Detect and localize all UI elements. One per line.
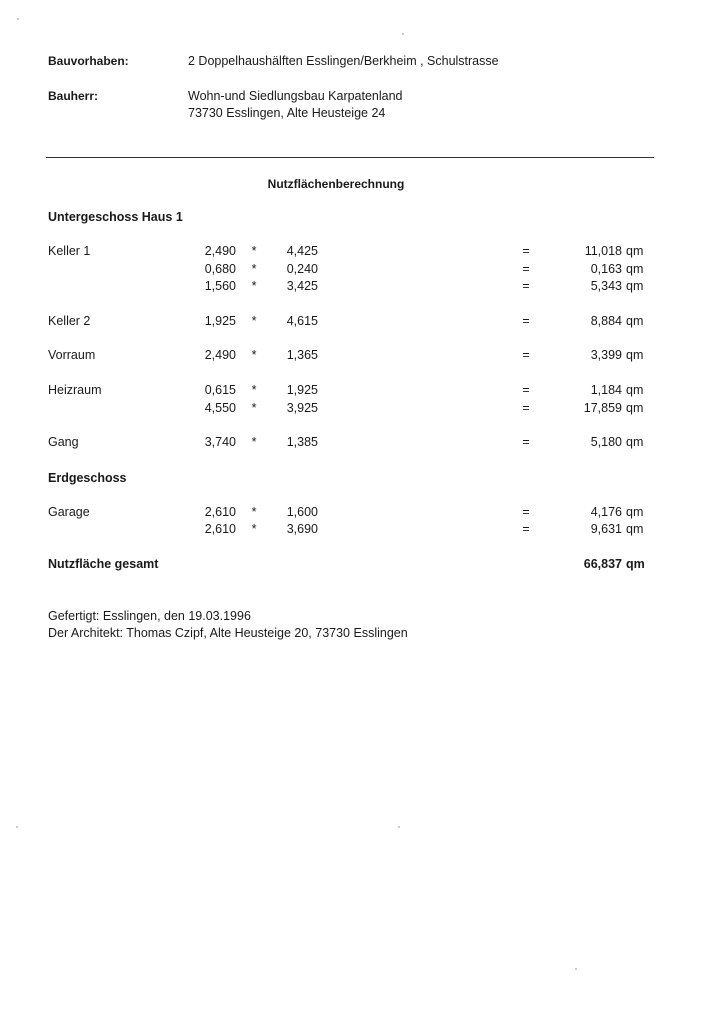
- row-unit: qm: [626, 383, 644, 397]
- row-factor-b: 4,615: [286, 314, 318, 328]
- row-factor-a: 1,560: [204, 279, 236, 293]
- row-unit: qm: [626, 435, 644, 449]
- row-factor-a: 0,615: [204, 383, 236, 397]
- row-result: 0,163: [590, 262, 622, 276]
- row-multiply-sign: *: [251, 262, 257, 276]
- row-factor-b: 3,690: [286, 522, 318, 536]
- row-unit: qm: [626, 262, 644, 276]
- row-multiply-sign: *: [251, 348, 257, 362]
- row-label: Keller 2: [48, 314, 91, 328]
- calc-row: [0, 244, 718, 261]
- calc-row: [0, 435, 718, 452]
- row-unit: qm: [626, 401, 644, 415]
- row-result: 4,176: [590, 505, 622, 519]
- row-equals-sign: =: [522, 314, 530, 328]
- row-equals-sign: =: [522, 244, 530, 258]
- row-multiply-sign: *: [251, 383, 257, 397]
- row-unit: qm: [626, 314, 644, 328]
- row-multiply-sign: *: [251, 279, 257, 293]
- scan-speck: [16, 826, 18, 828]
- bauvorhaben-label: Bauvorhaben:: [48, 54, 129, 68]
- row-equals-sign: =: [522, 279, 530, 293]
- row-result: 5,343: [590, 279, 622, 293]
- row-result: 8,884: [590, 314, 622, 328]
- row-unit: qm: [626, 522, 644, 536]
- calc-row: [0, 522, 718, 539]
- row-factor-a: 1,925: [204, 314, 236, 328]
- document-title: Nutzflächenberechnung: [267, 177, 405, 191]
- row-result: 1,184: [590, 383, 622, 397]
- row-multiply-sign: *: [251, 505, 257, 519]
- row-factor-b: 3,425: [286, 279, 318, 293]
- calc-row: [0, 348, 718, 365]
- row-factor-a: 3,740: [204, 435, 236, 449]
- bauherr-label: Bauherr:: [48, 89, 99, 103]
- row-factor-b: 1,365: [286, 348, 318, 362]
- row-label: Garage: [48, 505, 90, 519]
- row-factor-b: 1,385: [286, 435, 318, 449]
- row-label: Heizraum: [48, 383, 102, 397]
- row-equals-sign: =: [522, 348, 530, 362]
- row-equals-sign: =: [522, 505, 530, 519]
- scan-speck: [402, 33, 404, 35]
- row-factor-a: 2,490: [204, 244, 236, 258]
- row-label: Keller 1: [48, 244, 91, 258]
- row-result: 17,859: [583, 401, 622, 415]
- row-factor-b: 1,600: [286, 505, 318, 519]
- row-factor-a: 2,490: [204, 348, 236, 362]
- row-result: 3,399: [590, 348, 622, 362]
- total-label: Nutzfläche gesamt: [48, 557, 159, 571]
- scan-speck: [398, 826, 400, 828]
- row-equals-sign: =: [522, 401, 530, 415]
- scan-speck: [17, 18, 19, 20]
- row-label: Gang: [48, 435, 79, 449]
- row-factor-a: 2,610: [204, 505, 236, 519]
- scan-speck: [575, 968, 577, 970]
- calc-row: [0, 262, 718, 279]
- total-value: 66,837: [583, 557, 622, 571]
- row-label: Vorraum: [48, 348, 96, 362]
- calc-row: [0, 401, 718, 418]
- row-factor-b: 4,425: [286, 244, 318, 258]
- row-equals-sign: =: [522, 522, 530, 536]
- row-multiply-sign: *: [251, 522, 257, 536]
- total-row: [0, 557, 718, 574]
- footer-date-line: Gefertigt: Esslingen, den 19.03.1996: [48, 609, 251, 623]
- row-factor-a: 0,680: [204, 262, 236, 276]
- calc-row: [0, 314, 718, 331]
- row-equals-sign: =: [522, 383, 530, 397]
- row-unit: qm: [626, 244, 644, 258]
- header-divider: [46, 157, 654, 158]
- row-factor-a: 2,610: [204, 522, 236, 536]
- bauherr-line1: Wohn-und Siedlungsbau Karpatenland: [188, 89, 403, 103]
- row-factor-b: 1,925: [286, 383, 318, 397]
- row-equals-sign: =: [522, 262, 530, 276]
- row-unit: qm: [626, 279, 644, 293]
- bauvorhaben-value: 2 Doppelhaushälften Esslingen/Berkheim , Schulstrasse: [188, 54, 499, 68]
- row-multiply-sign: *: [251, 314, 257, 328]
- footer-architect-line: Der Architekt: Thomas Czipf, Alte Heusteige 20, 73730 Esslingen: [48, 626, 408, 640]
- calc-row: [0, 279, 718, 296]
- row-result: 5,180: [590, 435, 622, 449]
- row-multiply-sign: *: [251, 435, 257, 449]
- calc-row: [0, 383, 718, 400]
- row-multiply-sign: *: [251, 244, 257, 258]
- section-heading-untergeschoss: Untergeschoss Haus 1: [48, 210, 183, 224]
- row-equals-sign: =: [522, 435, 530, 449]
- calc-row: [0, 505, 718, 522]
- row-result: 11,018: [584, 244, 622, 258]
- row-unit: qm: [626, 348, 644, 362]
- row-factor-b: 3,925: [286, 401, 318, 415]
- row-multiply-sign: *: [251, 401, 257, 415]
- bauherr-line2: 73730 Esslingen, Alte Heusteige 24: [188, 106, 386, 120]
- total-unit: qm: [626, 557, 645, 571]
- row-unit: qm: [626, 505, 644, 519]
- row-factor-a: 4,550: [204, 401, 236, 415]
- row-result: 9,631: [590, 522, 622, 536]
- section-heading-erdgeschoss: Erdgeschoss: [48, 471, 127, 485]
- row-factor-b: 0,240: [286, 262, 318, 276]
